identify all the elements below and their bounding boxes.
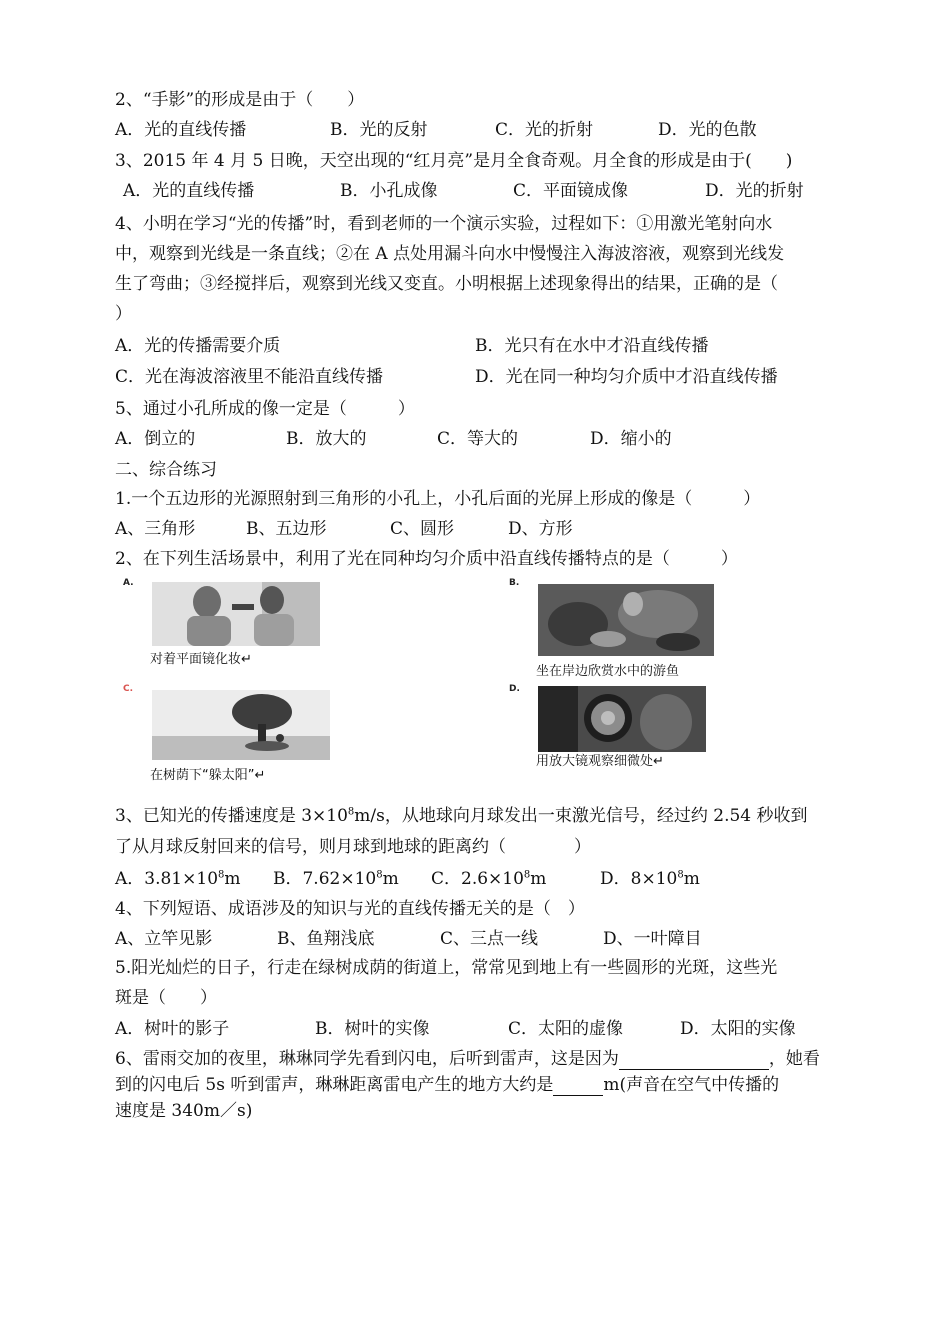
figure-b-label: B. xyxy=(509,578,520,588)
stem-text: m/s，从地球向月球发出一束激光信号，经过约 2.54 秒收到 xyxy=(354,806,808,826)
option-d: D．光的折射 xyxy=(705,181,804,201)
option-a: A．$3.81\times 10^8m$ xyxy=(115,869,241,889)
figure-c-caption: 在树荫下“躲太阳”↵ xyxy=(150,768,266,783)
option-c: C．平面镜成像 xyxy=(513,181,629,201)
question-4-stem-line: 生了弯曲；③经搅拌后，观察到光线又变直。小明根据上述现象得出的结果，正确的是（ xyxy=(115,274,778,294)
option-a: A、立竿见影 xyxy=(115,929,213,949)
option-a: A．光的直线传播 xyxy=(115,120,247,140)
option-d: D．$8\times 10^8m$ xyxy=(600,869,700,889)
figure-c-label: C. xyxy=(123,684,134,694)
figure-a xyxy=(120,578,340,666)
exercise-6-line: 速度是 340m／s) xyxy=(115,1101,253,1121)
option-a: A．树叶的影子 xyxy=(115,1019,230,1039)
tree-shade-photo xyxy=(152,690,330,760)
exercise-3-stem-line xyxy=(115,805,808,827)
option-a: A．光的传播需要介质 xyxy=(115,336,281,356)
figure-c xyxy=(120,684,360,784)
figure-b xyxy=(506,578,766,678)
exercise-4-stem: 4、下列短语、成语涉及的知识与光的直线传播无关的是（ ） xyxy=(115,899,585,919)
stem-text: 6、雷雨交加的夜里，琳琳同学先看到闪电，后听到雷声，这是因为 xyxy=(115,1049,619,1069)
exercise-5-stem-line: 5.阳光灿烂的日子，行走在绿树成荫的街道上，常常见到地上有一些圆形的光斑，这些光 xyxy=(115,958,778,978)
stem-text: m(声音在空气中传播的 xyxy=(603,1075,780,1095)
option-b: B．光的反射 xyxy=(330,120,428,140)
option-a: A、三角形 xyxy=(115,519,196,539)
exercise-3-stem-line: 了从月球反射回来的信号，则月球到地球的距离约（ ） xyxy=(115,837,591,857)
option-b: B．放大的 xyxy=(286,429,367,449)
question-5-stem: 5、通过小孔所成的像一定是（ ） xyxy=(115,399,415,419)
figure-b-caption: 坐在岸边欣赏水中的游鱼 xyxy=(536,664,680,679)
option-c: C．太阳的虚像 xyxy=(508,1019,624,1039)
exercise-5-stem-line: 斑是（ ） xyxy=(115,988,217,1008)
makeup-mirror-photo xyxy=(152,582,320,646)
option-d: D．光在同一种均匀介质中才沿直线传播 xyxy=(475,367,778,387)
stem-text: ，她看 xyxy=(768,1049,820,1069)
figure-a-label: A. xyxy=(123,578,134,588)
option-d: D．光的色散 xyxy=(658,120,757,140)
option-b: B．小孔成像 xyxy=(340,181,438,201)
answer-blank[interactable] xyxy=(553,1078,603,1096)
option-d: D．太阳的实像 xyxy=(680,1019,796,1039)
exercise-2-stem: 2、在下列生活场景中，利用了光在同种均匀介质中沿直线传播特点的是（ ） xyxy=(115,549,738,569)
figure-d-caption: 用放大镜观察细微处↵ xyxy=(536,754,664,769)
option-c: C、三点一线 xyxy=(440,929,539,949)
option-d: D．缩小的 xyxy=(590,429,672,449)
stem-text: 3、已知光的传播速度是 3×10 xyxy=(115,806,348,826)
question-3-stem: 3、2015 年 4 月 5 日晚，天空出现的“红月亮”是月全食奇观。月全食的形成是由于( ) xyxy=(115,151,793,171)
option-b: B、五边形 xyxy=(246,519,327,539)
question-4-stem-line: ） xyxy=(115,304,132,324)
option-a: A．光的直线传播 xyxy=(123,181,255,201)
stem-text: 到的闪电后 5s 听到雷声，琳琳距离雷电产生的地方大约是 xyxy=(115,1075,554,1095)
option-b: B．$7.62\times 10^8m$ xyxy=(273,869,399,889)
section-title: 二、综合练习 xyxy=(115,460,217,480)
option-b: B．树叶的实像 xyxy=(315,1019,430,1039)
figure-d-label: D. xyxy=(509,684,520,694)
superscript: 8 xyxy=(347,806,355,818)
option-d: D、一叶障目 xyxy=(603,929,702,949)
option-b: B、鱼翔浅底 xyxy=(277,929,375,949)
question-2-stem: 2、“手影”的形成是由于（ ） xyxy=(115,90,365,110)
figure-d xyxy=(506,684,746,784)
option-a: A．倒立的 xyxy=(115,429,196,449)
figure-a-caption: 对着平面镜化妆↵ xyxy=(150,652,252,667)
option-c: C．光在海波溶液里不能沿直线传播 xyxy=(115,367,384,387)
option-c: C、圆形 xyxy=(390,519,455,539)
question-4-stem-line: 中，观察到光线是一条直线；②在 A 点处用漏斗向水中慢慢注入海波溶液，观察到光线发 xyxy=(115,244,785,264)
option-c: C．光的折射 xyxy=(495,120,594,140)
question-4-stem-line: 4、小明在学习“光的传播”时，看到老师的一个演示实验，过程如下：①用激光笔射向水 xyxy=(115,214,773,234)
option-d: D、方形 xyxy=(508,519,573,539)
option-b: B．光只有在水中才沿直线传播 xyxy=(475,336,709,356)
option-c: C．$2.6\times 10^8m$ xyxy=(431,869,547,889)
exercise-6-line xyxy=(115,1048,820,1070)
exercise-6-line xyxy=(115,1074,779,1096)
answer-blank[interactable] xyxy=(619,1052,769,1070)
exercise-1-stem: 1.一个五边形的光源照射到三角形的小孔上，小孔后面的光屏上形成的像是（ ） xyxy=(115,489,761,509)
magnifier-photo xyxy=(538,686,706,752)
option-c: C．等大的 xyxy=(437,429,519,449)
fish-pond-photo xyxy=(538,584,714,656)
